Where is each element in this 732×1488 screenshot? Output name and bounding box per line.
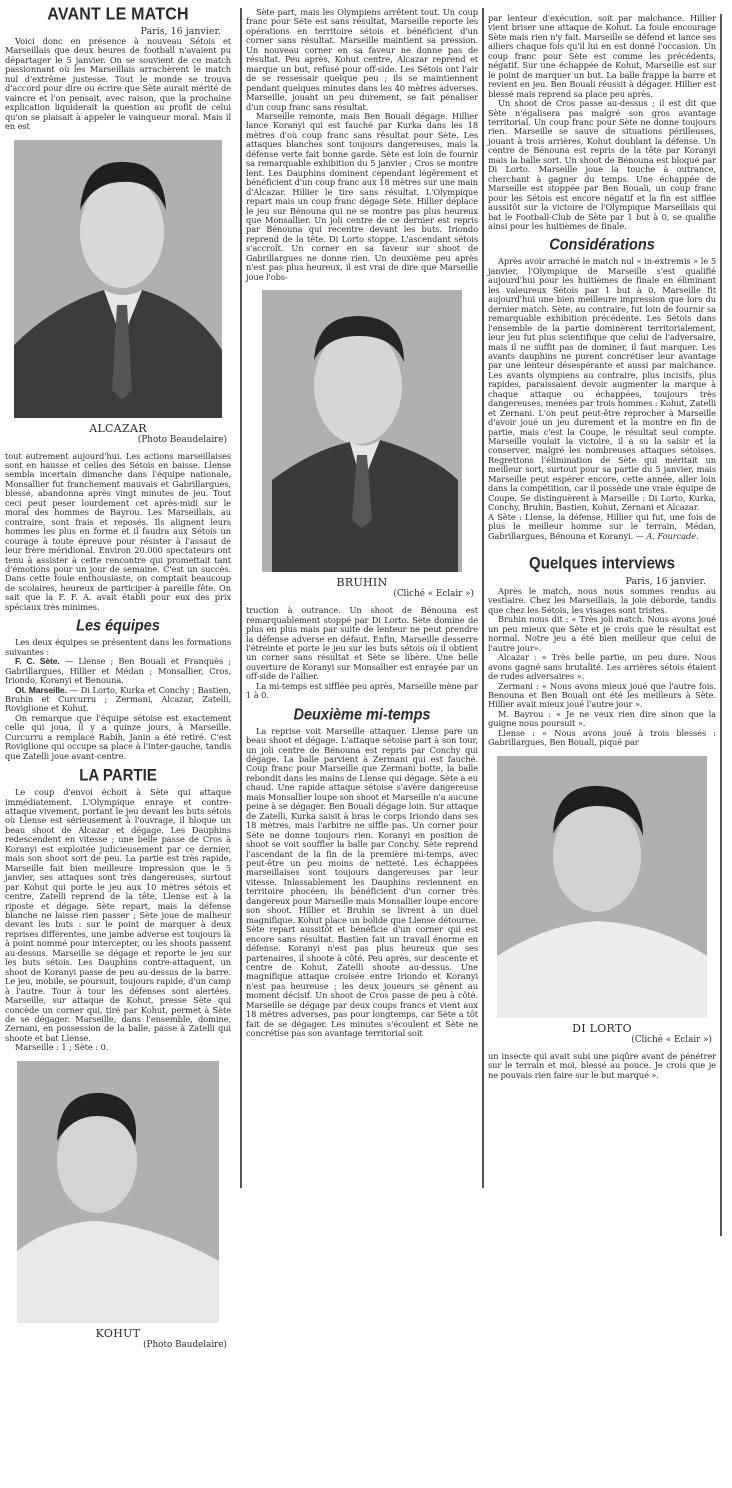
paragraph: La mi-temps est sifflée peu après, Marseille mène par 1 à 0.	[246, 680, 478, 701]
column-2	[240, 8, 484, 1188]
team-players: — Di Lorto, Kurka et Conchy ; Bastien, Bruhin et Curcurru ; Zermani, Alcazar, Zatelli, Roviglione et Kohut.	[5, 684, 231, 714]
paragraph: On remarque que l'équipe sétoise est exactement celle qui joua, il y a quinze jours, à Marseille. Curcurru a remplacé Rabih, Janin a été retiré. C'est Roviglione qui occupe sa place à l'inter-gauche, tandis que Zatelli joue avant-centre.	[5, 712, 231, 761]
photo-credit: (Photo Baudelaire)	[143, 1339, 227, 1350]
paragraph	[488, 513, 716, 541]
photo-di-lorto	[497, 756, 707, 1018]
interview-zermani: Zermani : « Nous avons mieux joué que l'autre fois. Benouna et Ben Bouali ont été les meilleurs à Sète. Hillier avait mieux joué l'autre jour ».	[488, 680, 716, 710]
section-heading-la-partie: LA PARTIE	[79, 766, 157, 785]
author-signature: A. Fourcade.	[646, 530, 699, 541]
team-name: Ol. Marseille.	[15, 684, 67, 695]
intro-paragraph: Voici donc en présence à nouveau Sétois et Marseillais que deux heures de football n'avaient pu départager le 5 janvier. On se souvient de ce match passionnant où les Marseillais arrachèrent le match nul d'extrême justesse. Tout le monde se trouva d'accord pour dire ou écrire que Sète aurait mérité de vaincre et l'on pensait, avec raison, que la prochaine explication liquiderait la question au profit de celui qu'on se plaisait à appeler le vainqueur moral. Mais il en est	[5, 36, 231, 132]
interview-llense: Llense : « Nous avons joué à trois blessés : Gabrillargues, Ben Bouali, piqué par	[488, 727, 716, 748]
paragraph: Un shoot de Cros passe au-dessus ; il est dit que Sète n'égalisera pas malgré son gros avantage territorial. Un coup franc pour Sète ne donne toujours rien. Marseille se sauve de situations périlleuses, jouant à trois arrières, Kohut doublant la défense. Un centre de Bénouna est repris de la tête par Koranyi mais la balle sort. Un shoot de Bénouna est bloqué par Di Lorto. Marseille joue la touche à outrance, cherchant à gagner du temps. Une échappée de Marseille est stoppée par Ben Bouali, un coup franc pour les Sétois est encore négatif et la fin est sifflée aussitôt sur la victoire de l'Olympique Marseillais qui bat le Football-Club de Sète par 1 but à 0, se qualifie ainsi pour les huitièmes de finale.	[488, 98, 716, 231]
photo-kohut	[17, 1061, 219, 1323]
team-name: F. C. Sète.	[15, 656, 60, 667]
photo-bruhin	[262, 290, 462, 572]
interview-alcazar: Alcazar : « Très belle partie, un peu dure. Nous avons gagné sans brutalité. Les arrières sétois étaient de rudes adversaires ».	[488, 652, 716, 682]
paragraph: tout autrement aujourd'hui. Les actions marseillaises sont en hausse et celles des Sétois en baisse. Llense sembla incertain dimanche dans l'équipe nationale, Monsallier fut franchement mauvais et Gabrillargues, blessé, abandonna après vingt minutes de jeu. Tout ceci peut peser lourdement cet après-midi sur le moral des hommes de Bayrou. Les Marseillais, au contraire, sont frais et reposés. Ils alignent leurs hommes les plus en forme et il faudra aux Sétois un courage à toute épreuve pour résister à l'assaut de leur frère méridional. Environ 20.000 spectateurs ont tenu à assister à cette rencontre qui promettait tant d'émotions pour un jour de semaine. C'est un succès. Dans cette foule enthousiaste, on comptait beaucoup de scolaires, heureux de participer à pareille fête. On sait que la F. F. A. avait établi pour eux des prix spéciaux très minimes.	[5, 450, 231, 612]
headline-avant-le-match: AVANT LE MATCH	[47, 5, 189, 24]
paragraph: Après le match, nous nous sommes rendus au vestiaire. Chez les Marseillais, la joie déborde, tandis que chez les Sétois, les visages sont tristes.	[488, 586, 716, 615]
section-heading-equipes: Les équipes	[76, 617, 160, 636]
photo-caption: ALCAZAR	[89, 421, 147, 435]
interview-bruhin: Bruhin nous dit : « Très joli match. Nous avons joué un peu mieux que Sète et je crois que le résultat est normal. Notre jeu a été bien meilleur que celui de l'autre jour».	[488, 614, 716, 653]
section-heading-deuxieme-mi-temps: Deuxième mi-temps	[293, 705, 431, 724]
photo-caption: BRUHIN	[336, 576, 388, 590]
photo-credit: (Photo Beaudelaire)	[137, 434, 227, 445]
column-1	[5, 0, 231, 1357]
portrait-figure	[497, 756, 707, 1018]
portrait-figure	[14, 140, 222, 418]
team-players: — Llense ; Ben Bouali et Franquès ; Gabrillargues, Hillier et Médan ; Monsallier, Cros, Iriondo, Koranyi et Benouna.	[5, 656, 231, 686]
dateline: Paris, 16 janvier.	[625, 576, 706, 588]
paragraph: La reprise voit Marseille attaquer. Llense pare un beau shoot et dégage. L'attaque sétoise part à son tour, un joli centre de Bénouna est repris par Conchy qui dégage. La balle parvient à Zermani qui est fauché. Coup franc pour Marseille que Zermani botte, la balle rebondit dans les mains de Llense qui dégage. Sète a eu chaud. Une rapide attaque sétoise s'avère dangereuse mais Monsallier loupe son shoot et Marseille n'a aucune peine à se dégager. Ben Bouali dégage loin. Sur attaque de Zatelli, Kurka saisit à bras le corps Iriondo dans ses 18 mètres, mais l'arbitre ne siffle pas. Un corner pour Sète ne donne toujours rien. Koranyi en position de shoot se voit souffler la balle par Conchy. Sète reprend l'ascendant de la fin de la première mi-temps, avec peut-être un peu moins de netteté. Les échappées marseillaises sont toujours dangereuses par leur vitesse. Inlassablement les Dauphins reviennent en territoire phocéen, ils bénéficient d'un corner très dangereux pour Marseille mais Monsallier loupe encore son shoot. Hillier et Bruhin se livrent à un duel magnifique. Kohut place un bolide que Llense détourne. Sète repart aussitôt et bénéficie d'un corner qui est encore sans résultat. Bastien fait un travail énorme en défense. Koranyi n'est pas plus heureux que ses partenaires, il shoote à côté. Peu après, sur descente et centre de Kohut, Zatelli shoote au-dessus. Une magnifique attaque croisée entre Iriondo et Koranyi n'est pas heureuse ; les deux joueurs se gênent au moment décisif. Un shoot de Cros passe de peu à côté. Marseille se dégage par deux coups francs et vient aux 18 mètres adverses, pas pour longtemps, car Sète a tôt fait de se dégager. Les minutes s'écoulent et Sète ne concrétise pas son avantage territorial soit	[246, 725, 478, 1039]
section-heading-interviews: Quelques interviews	[529, 554, 675, 573]
paragraph: Après avoir arraché le match nul « in-extremis » le 5 janvier, l'Olympique de Marseille s'est qualifié aujourd'hui pour les huitièmes de finale en éliminant les valeureux Sétois par 1 but à 0. Marseille fit aujourd'hui une bien meilleure impression que lors du dernier match. Sète, au contraire, fut loin de fournir sa remarquable exhibition précédente. Les Sétois dans l'ensemble de la partie dominèrent territorialement, leur jeu fut plus scientifique que celui de l'adversaire, mais il ne suffit pas de dominer, il faut marquer. Les avants dauphins ne purent concrétiser leur avantage par une lenteur désespérante et aussi par malchance. Les avants olympiens au contraire, plus incisifs, plus rapides, paraissaient devoir augmenter la marque à chaque attaque ou échappées, toujours très dangereuses, menées par trois hommes : Kohut, Zatelli et Zernani. L'on peut peut-être reprocher à Marseille d'avoir joué un jeu durement et la montre en fin de partie, mais c'est la Coupe, le résultat seul compte. Marseille voulait la victoire, il a su la saisir et la conserver, malgré les nombreuses attaques sétoises. Regrettons l'élimination de Sète qui méritait un meilleur sort, surtout pour sa partie du 5 janvier, mais Marseille peut espérer encore, cette année, aller loin dans la compétition, car il possède une vraie équipe de Coupe. Se distinguèrent à Marseille : Di Lorto, Kurka, Conchy, Bruhin, Bastien, Kohut, Zernani et Alcazar.	[488, 256, 716, 513]
paragraph: un insecte qui avait subi une piqûre avant de pénétrer sur le terrain et moi, blessé au pouce. Je crois que je ne pouvais rien faire sur le but marqué ».	[488, 1050, 716, 1080]
lineup-sete	[5, 657, 231, 685]
photo-caption: DI LORTO	[572, 1021, 632, 1035]
paragraph: truction à outrance. Un shoot de Bénouna est remarquablement stoppé par Di Lorto. Sète domine de plus en plus mais par suite de lenteur ne peut prendre la défense adverse en défaut. Enfin, Marseille desserre l'étreinte et porte le jeu sur les buts sétois où il obtient un corner sans résultat et Sète se libère. Une belle ouverture de Koranyi sur Monsallier est enrayée par un off-side de l'allier.	[246, 605, 478, 682]
photo-credit: (Cliché « Eclair »)	[631, 1034, 712, 1045]
interview-bayrou: M. Bayrou : « Je ne veux rien dire sinon que la guigne nous poursuit ».	[488, 708, 716, 729]
column-3	[488, 14, 722, 1236]
score-line: Marseille : 1 ; Sète : 0.	[15, 1042, 109, 1053]
portrait-figure	[262, 290, 462, 572]
portrait-figure	[17, 1061, 219, 1323]
photo-credit: (Cliché « Eclair »)	[393, 589, 474, 600]
section-heading-considerations: Considérations	[549, 236, 655, 255]
paragraph: Les deux équipes se présentent dans les formations suivantes :	[5, 637, 231, 657]
dateline: Paris, 16 janvier.	[140, 26, 221, 37]
paragraph: Sète part, mais les Olympiens arrêtent tout. Un coup franc pour Sète est sans résultat, Marseille reporte les opérations en territoire sétois et bénéficient d'un corner sans résultat. Marseille maintient sa pression. Un nouveau corner en sa faveur ne donne pas de résultat. Peu après, Kohut centre, Alcazar reprend et marque un but, refusé pour off-side. Les Sétois ont l'air de se ressessair quelque peu ; ils se maintiennent pendant quelques minutes dans les 40 mètres adverses. Marseille, jouant un peu durement, se fait pénaliser d'un coup franc sans résultat.	[246, 7, 478, 112]
photo-alcazar	[14, 140, 222, 418]
paragraph: Le coup d'envoi échoit à Sète qui attaque immédiatement. L'Olympique enraye et contre-attaque vivement, portant le jeu devant les buts sétois où Llense est sérieusement à l'ouvrage, il bloque un beau shoot de Alcazar et dégage. Les Dauphins redescendent en vitesse ; une belle passe de Cros à Koranyi est exploitée judicieusement par ce dernier, mais son shoot sort de peu. La partie est très rapide, Marseille fait bien meilleure impression que le 5 janvier, ses attaques sont très dangereuses, surtout par Kohut qui porte le jeu aux 10 mètres sétois et centre, Zatelli reprend de la tête, Llense est à la riposte et dégage. Sète repart, mais la défense blanche ne laisse rien passer ; Sète joue de malheur devant les buts : sur le point de marquer à deux reprises différentes, une jambe adverse est toujours là à point nommé pour intercepter, ou les shoots passent au-dessus. Marseille se dégage et reporte le jeu sur les buts sétois. Les Dauphins contre-attaquent, un shoot de Koranyi passe de peu au-dessus de la barre. Le jeu, mobile, se poursuit, toujours rapide, d'un camp à l'autre. Tour à tour les défenses sont alertées. Marseille, sur attaque de Kohut, presse Sète qui concède un corner qui, tiré par Kohut, permet à Sète de se dégager. Marseille, dans l'ensemble, domine, Zernani, en possession de la balle, passe à Zatelli qui shoote et bat Llense.	[5, 787, 231, 1043]
photo-caption: KOHUT	[95, 1326, 141, 1340]
paragraph: Marseille remonte, mais Ben Bouali dégage. Hillier lance Koranyi qui est fauché par Kurka dans les 18 mètres d'où coup franc sans résultat pour Sète. Les attaques blanches sont toujours dangereuses, mais la défense verte fait bonne garde. Sète est loin de fournir sa remarquable exhibition du 5 janvier ; Cros se montre lent. Les Dauphins dominent cependant légèrement et bénéficient d'un coup franc aux 18 mètres sur une main d'Alcazar. Hillier le tire sans résultat. L'Olympique repart mais un coup franc dégage Sète. Hillier déplace le jeu sur Bénouna qui ne se montre pas plus heureux que Monsallier. Un joli centre de ce dernier est repris par Bénouna qui recentre devant les buts. Iriondo reprend de la tête. Di Lorto stoppe. L'ascendant sétois s'accroît. Un corner en sa faveur sur shoot de Gabrillargues ne donne rien. Un deuxième peu après n'est pas plus heureux, il est vrai de dire que Marseille joue l'obs-	[246, 110, 478, 282]
lineup-marseille	[5, 686, 231, 714]
text: A Sète : Llense, la défense, Hillier qui fut, une fois de plus le meilleur homme sur le terrain, Médan, Gabrillargues, Bénouna et Koranyi. —	[488, 511, 716, 541]
paragraph: par lenteur d'exécution, soit par malchance. Hillier vient briser une attaque de Kohut. La foule encourage Sète mais rien n'y fait. Marseille se défend et lance ses ailiers chaque fois qu'il lui en est donné l'occasion. Un coup franc pour Sète est comme les précédents, négatif. Sur une échappée de Kohut, Marseille est sur le point de marquer un but. La balle frappe la barre et revient en jeu. Ben Bouali réussit à dégager. Hillier est blessé mais reprend sa place peu après.	[488, 13, 716, 99]
